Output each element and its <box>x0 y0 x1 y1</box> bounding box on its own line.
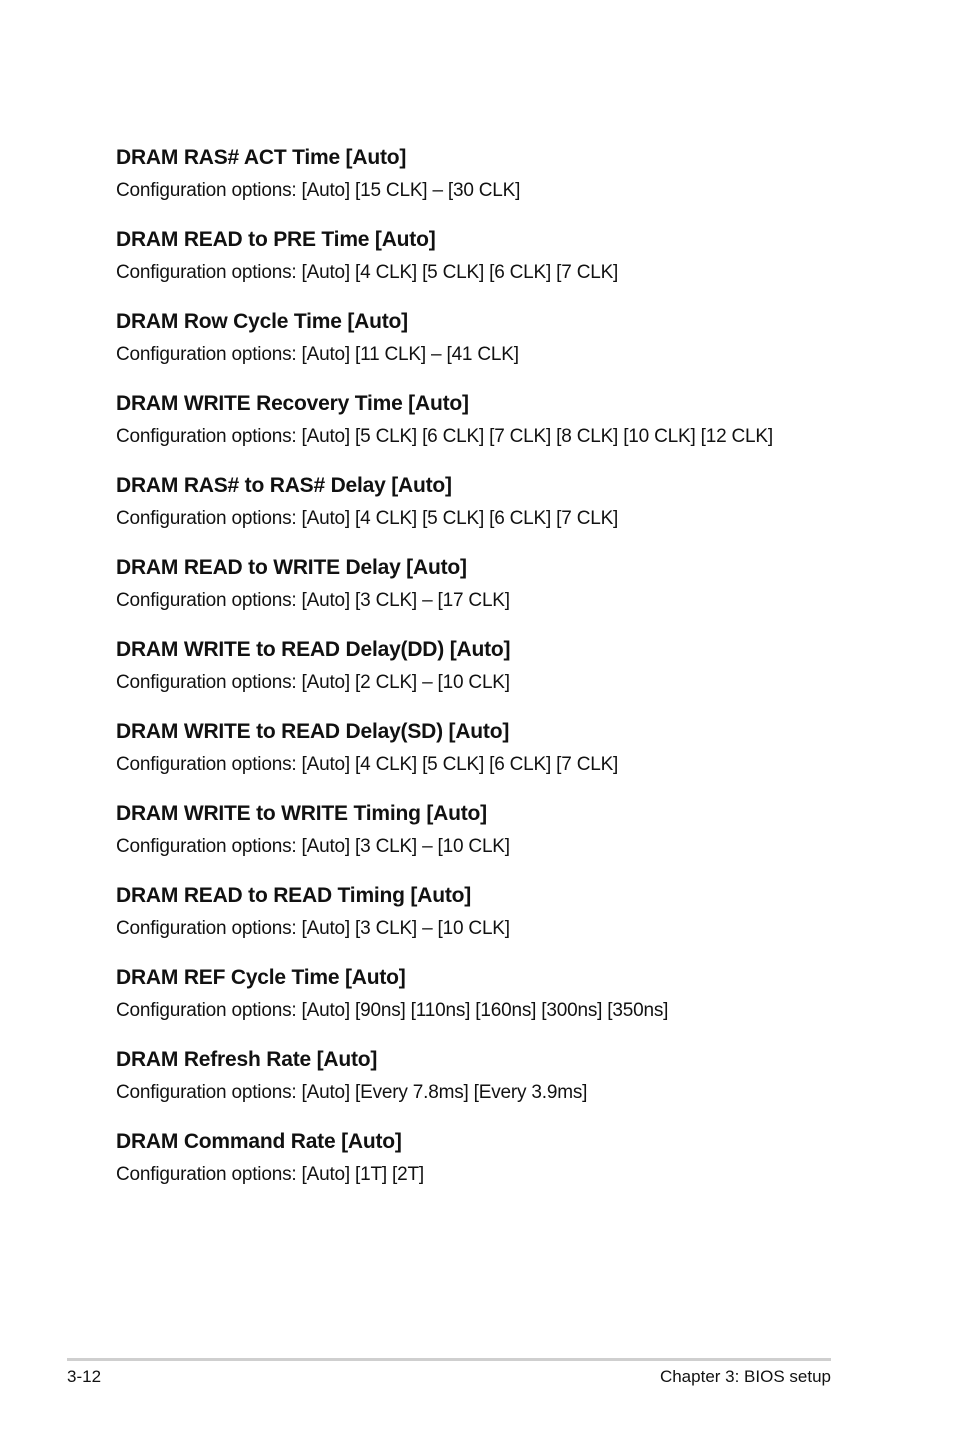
page-number: 3-12 <box>67 1367 102 1386</box>
setting-item <box>116 718 876 800</box>
setting-item <box>116 226 876 308</box>
setting-options: Configuration options: [Auto] [11 CLK] – [41 CLK] <box>116 344 519 365</box>
setting-title: DRAM Row Cycle Time [Auto] <box>116 310 408 333</box>
setting-options: Configuration options: [Auto] [3 CLK] – [10 CLK] <box>116 836 510 857</box>
setting-options: Configuration options: [Auto] [4 CLK] [5 CLK] [6 CLK] [7 CLK] <box>116 262 619 283</box>
setting-options: Configuration options: [Auto] [3 CLK] – [10 CLK] <box>116 918 510 939</box>
setting-title: DRAM WRITE to WRITE Timing [Auto] <box>116 802 487 825</box>
setting-options: Configuration options: [Auto] [15 CLK] – [30 CLK] <box>116 180 521 201</box>
setting-item <box>116 390 876 472</box>
setting-title: DRAM RAS# ACT Time [Auto] <box>116 146 407 169</box>
setting-options: Configuration options: [Auto] [4 CLK] [5 CLK] [6 CLK] [7 CLK] <box>116 508 619 529</box>
setting-item <box>116 882 876 964</box>
footer-divider <box>67 1358 831 1361</box>
setting-item <box>116 308 876 390</box>
setting-item <box>116 144 876 226</box>
setting-item <box>116 1046 876 1128</box>
setting-item <box>116 800 876 882</box>
chapter-title: Chapter 3: BIOS setup <box>659 1367 831 1386</box>
setting-title: DRAM WRITE to READ Delay(SD) [Auto] <box>116 720 510 743</box>
setting-title: DRAM RAS# to RAS# Delay [Auto] <box>116 474 452 497</box>
setting-options: Configuration options: [Auto] [4 CLK] [5 CLK] [6 CLK] [7 CLK] <box>116 754 619 775</box>
setting-options: Configuration options: [Auto] [90ns] [110ns] [160ns] [300ns] [350ns] <box>116 1000 669 1021</box>
setting-title: DRAM WRITE to READ Delay(DD) [Auto] <box>116 638 511 661</box>
setting-title: DRAM READ to READ Timing [Auto] <box>116 884 472 907</box>
setting-item <box>116 472 876 554</box>
settings-list <box>116 144 876 1210</box>
setting-title: DRAM REF Cycle Time [Auto] <box>116 966 406 989</box>
setting-options: Configuration options: [Auto] [1T] [2T] <box>116 1164 424 1185</box>
setting-item <box>116 964 876 1046</box>
setting-options: Configuration options: [Auto] [3 CLK] – [17 CLK] <box>116 590 510 611</box>
setting-title: DRAM WRITE Recovery Time [Auto] <box>116 392 469 415</box>
setting-options: Configuration options: [Auto] [2 CLK] – [10 CLK] <box>116 672 510 693</box>
setting-title: DRAM READ to WRITE Delay [Auto] <box>116 556 467 579</box>
setting-title: DRAM Command Rate [Auto] <box>116 1130 402 1153</box>
setting-title: DRAM Refresh Rate [Auto] <box>116 1048 378 1071</box>
setting-title: DRAM READ to PRE Time [Auto] <box>116 228 436 251</box>
setting-item <box>116 1128 876 1210</box>
setting-item <box>116 554 876 636</box>
setting-item <box>116 636 876 718</box>
setting-options: Configuration options: [Auto] [5 CLK] [6 CLK] [7 CLK] [8 CLK] [10 CLK] [12 CLK] <box>116 426 773 447</box>
setting-options: Configuration options: [Auto] [Every 7.8ms] [Every 3.9ms] <box>116 1082 588 1103</box>
